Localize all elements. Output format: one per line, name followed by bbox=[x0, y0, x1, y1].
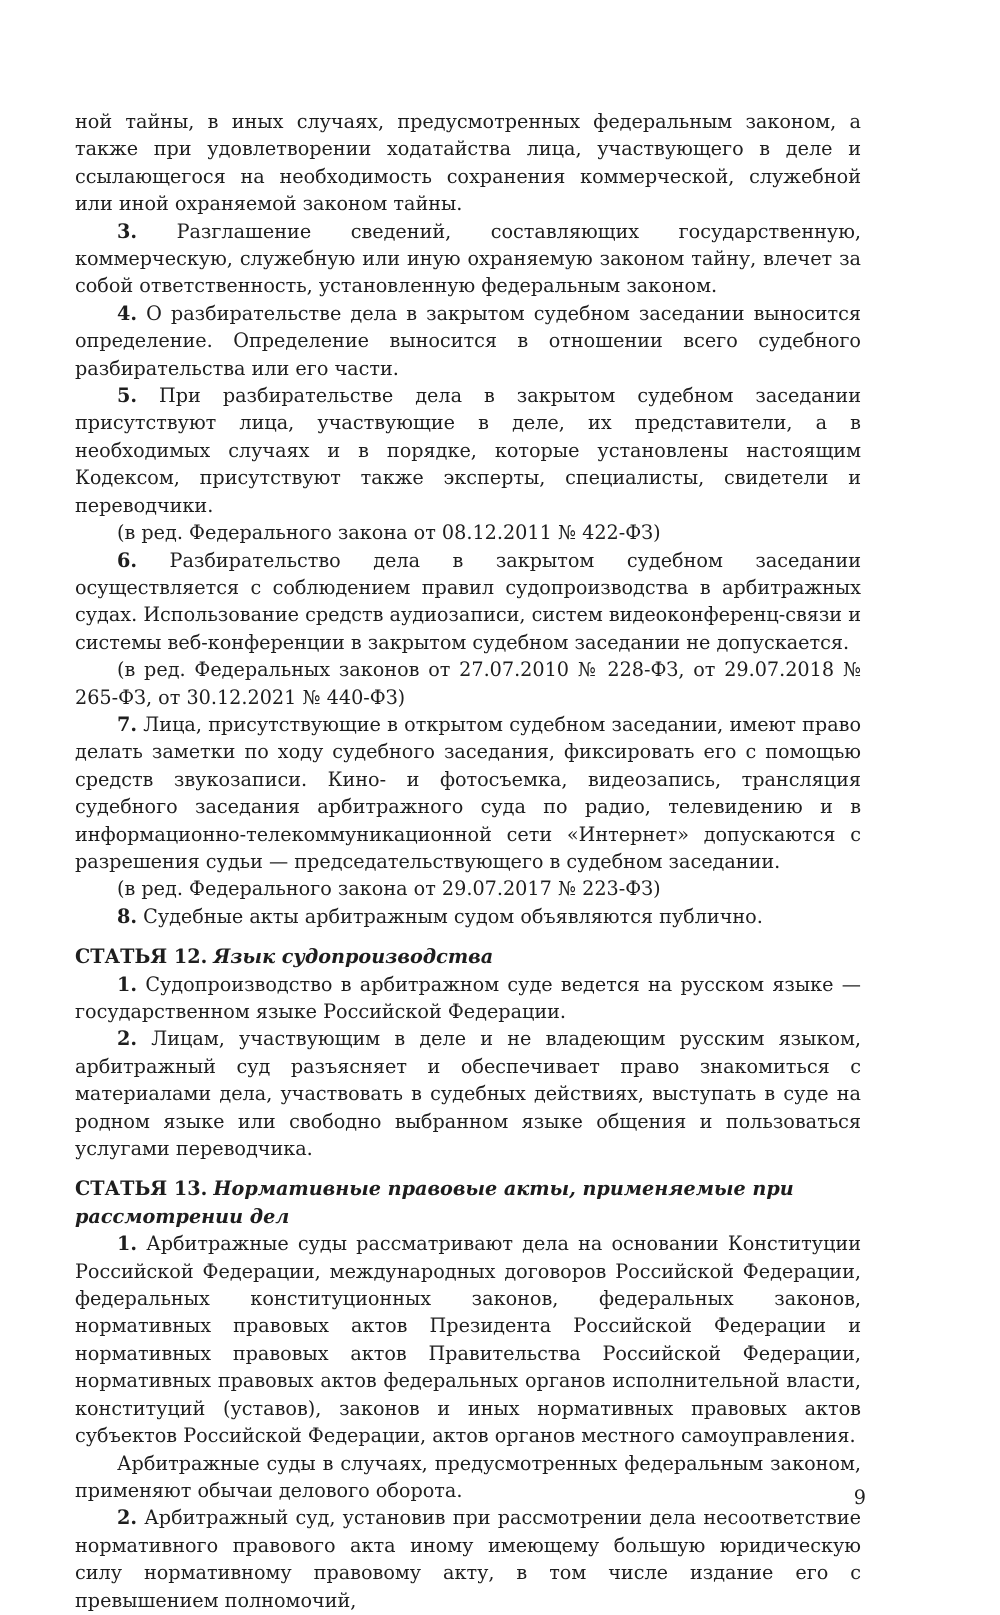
clause-text: Лица, присутствующие в открытом судебном заседании, имеют право делать заметки по ходу судебного заседания, фиксировать его с помощью средств звукозаписи. Кино- и фотосъемка, видеозапись, трансляция судебного заседания арбитражного суда по радио, телевидению и в информационно-телекоммуникационной сети «Интернет» допускаются с разрешения судьи — председательствующего в судебном заседании. bbox=[75, 712, 861, 873]
clause-text: О разбирательстве дела в закрытом судебном заседании выносится определение. Определение выносится в отношении всего судебного разбирательства или его части. bbox=[75, 301, 861, 380]
clause-number: 6. bbox=[117, 548, 138, 572]
article-title: Нормативные правовые акты, применяемые при рассмотрении дел bbox=[75, 1177, 794, 1228]
clause-item bbox=[75, 1504, 861, 1614]
amendment-reference: (в ред. Федеральных законов от 27.07.2010 № 228-ФЗ, от 29.07.2018 № 265-ФЗ, от 30.12.2021 № 440-ФЗ) bbox=[75, 658, 861, 709]
article-heading bbox=[75, 943, 861, 970]
amendment-reference: (в ред. Федерального закона от 08.12.2011 № 422-ФЗ) bbox=[117, 521, 661, 545]
article-title: Язык судопроизводства bbox=[213, 945, 494, 969]
article-label: СТАТЬЯ 12. bbox=[75, 945, 208, 969]
clause-paragraph: Арбитражные суды в случаях, предусмотренных федеральным законом, применяют обычаи делового оборота. bbox=[75, 1451, 861, 1502]
clause-item bbox=[75, 903, 861, 930]
clause-text: Судопроизводство в арбитражном суде ведется на русском языке — государственном языке Российской Федерации. bbox=[75, 972, 861, 1023]
clause-number: 5. bbox=[117, 384, 138, 408]
clause-item bbox=[75, 1230, 861, 1449]
clause-text: Судебные акты арбитражным судом объявляются публично. bbox=[143, 904, 763, 928]
amendment-reference: (в ред. Федерального закона от 29.07.2017 № 223-ФЗ) bbox=[117, 877, 661, 901]
clause-text: Лицам, участвующим в деле и не владеющим русским языком, арбитражный суд разъясняет и обеспечивает право знакомиться с материалами дела, участвовать в судебных действиях, выступать в суде на родном языке или свободно выбранном языке общения и пользоваться услугами переводчика. bbox=[75, 1027, 861, 1161]
clause-text: Разбирательство дела в закрытом судебном заседании осуществляется с соблюдением правил судопроизводства в арбитражных судах. Использование средств аудиозаписи, систем видеоконференц-связи и системы веб-конференции в закрытом судебном заседании не допускается. bbox=[75, 548, 861, 654]
clause-item bbox=[75, 971, 861, 1026]
clause-item bbox=[75, 1025, 861, 1162]
clause-text: Арбитражные суды рассматривают дела на основании Конституции Российской Федерации, международных договоров Российской Федерации, федеральных конституционных законов, федеральных законов, нормативных правовых актов Президента Российской Федерации и нормативных правовых актов Правительства Российской Федерации, нормативных правовых актов федеральных органов исполнительной власти, конституций (уставов), законов и иных нормативных правовых актов субъектов Российской Федерации, актов органов местного самоуправления. bbox=[75, 1232, 861, 1448]
page-number: 9 bbox=[853, 1486, 866, 1509]
article-label: СТАТЬЯ 13. bbox=[75, 1177, 208, 1201]
clause-item bbox=[75, 547, 861, 657]
clause-item bbox=[75, 711, 861, 875]
clause-number: 4. bbox=[117, 301, 138, 325]
page-body bbox=[75, 108, 861, 1614]
clause-number: 1. bbox=[117, 972, 138, 996]
clause-number: 2. bbox=[117, 1027, 138, 1051]
clause-text: Разглашение сведений, составляющих государственную, коммерческую, служебную или иную охраняемую законом тайну, влечет за собой ответственность, установленную федеральным законом. bbox=[75, 219, 861, 298]
clause-number: 7. bbox=[117, 712, 138, 736]
clause-item bbox=[75, 382, 861, 519]
clause-number: 1. bbox=[117, 1232, 138, 1256]
article-heading bbox=[75, 1175, 861, 1230]
clause-item bbox=[75, 300, 861, 382]
paragraph-continuation: ной тайны, в иных случаях, предусмотренных федеральным законом, а также при удовлетворении ходатайства лица, участвующего в деле и ссылающегося на необходимость сохранения коммерческой, служебной или иной охраняемой законом тайны. bbox=[75, 110, 861, 216]
clause-number: 8. bbox=[117, 904, 138, 928]
clause-number: 3. bbox=[117, 219, 138, 243]
clause-text: При разбирательстве дела в закрытом судебном заседании присутствуют лица, участвующие в деле, их представители, а в необходимых случаях и в порядке, которые установлены настоящим Кодексом, присутствуют также эксперты, специалисты, свидетели и переводчики. bbox=[75, 384, 861, 517]
clause-item bbox=[75, 218, 861, 300]
clause-number: 2. bbox=[117, 1506, 138, 1530]
clause-text: Арбитражный суд, установив при рассмотрении дела несоответствие нормативного правового акта иному имеющему большую юридическую силу нормативному правовому акту, в том числе издание его с превышением полномочий, bbox=[75, 1506, 862, 1612]
